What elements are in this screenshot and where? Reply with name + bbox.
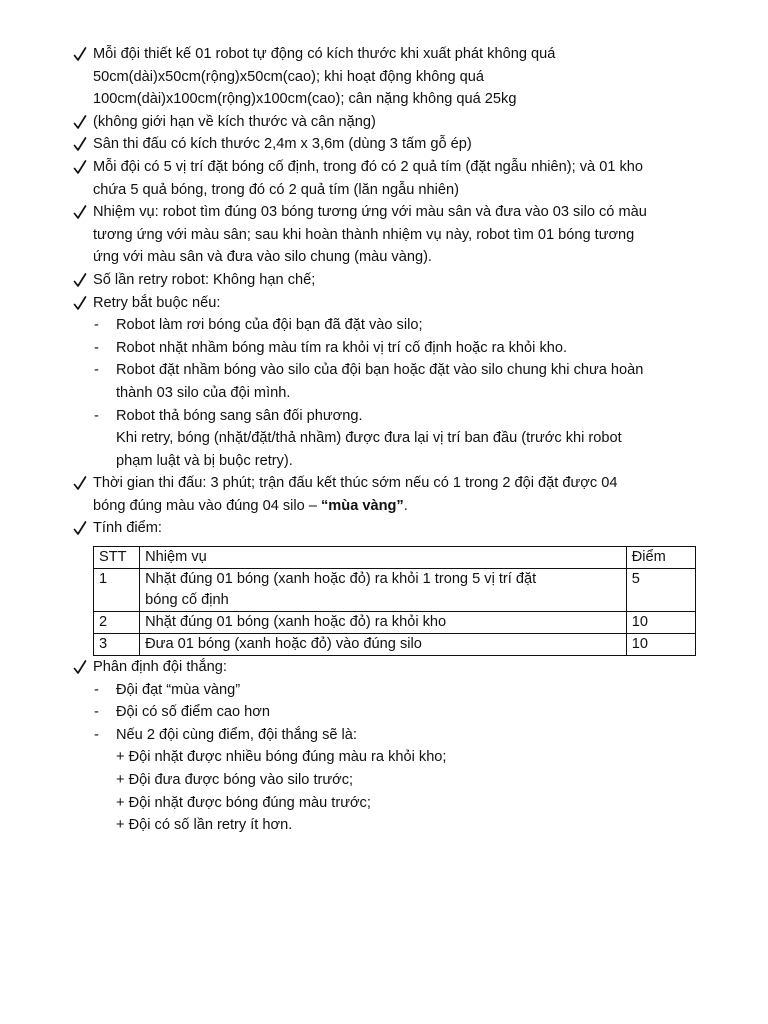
column-header-task: Nhiệm vụ bbox=[140, 547, 627, 569]
column-header-points: Điểm bbox=[626, 547, 695, 569]
text-line: Robot thả bóng sang sân đối phương. bbox=[116, 407, 363, 424]
document-content bbox=[70, 43, 730, 837]
winner-rule-item bbox=[70, 724, 730, 747]
checkmark-icon bbox=[72, 43, 88, 65]
text-span: bóng đúng màu vào đúng 04 silo – bbox=[93, 497, 321, 514]
checkmark-icon bbox=[72, 111, 88, 133]
checklist-item-no-limit bbox=[70, 111, 730, 134]
text-line: (không giới hạn về kích thước và cân nặng) bbox=[93, 113, 376, 130]
winner-rule-item bbox=[70, 679, 730, 702]
text-line: Retry bắt buộc nếu: bbox=[93, 294, 221, 311]
table-cell bbox=[140, 569, 627, 612]
checkmark-icon bbox=[72, 472, 88, 494]
checkmark-icon bbox=[72, 156, 88, 178]
text-line: Mỗi đội thiết kế 01 robot tự động có kích thước khi xuất phát không quá bbox=[93, 46, 556, 62]
table-cell: 10 bbox=[626, 634, 695, 656]
table-cell: 1 bbox=[94, 569, 140, 612]
checkmark-icon bbox=[72, 292, 88, 314]
retry-rule-item bbox=[70, 359, 730, 404]
text-line: 100cm(dài)x100cm(rộng)x100cm(cao); cân nặng không quá 25kg bbox=[93, 91, 517, 108]
golden-harvest-term: “mùa vàng” bbox=[321, 497, 404, 514]
table-cell: 10 bbox=[626, 612, 695, 634]
text-line: tương ứng với màu sân; sau khi hoàn thành nhiệm vụ này, robot tìm 01 bóng tương bbox=[93, 226, 635, 243]
checkmark-icon bbox=[72, 656, 88, 678]
text-line: Tính điểm: bbox=[93, 520, 162, 537]
dash-bullet: - bbox=[94, 339, 99, 356]
dash-bullet: - bbox=[94, 317, 99, 334]
table-cell: Nhặt đúng 01 bóng (xanh hoặc đỏ) ra khỏi kho bbox=[140, 612, 627, 634]
dash-bullet: - bbox=[94, 726, 99, 743]
text-line: Thời gian thi đấu: 3 phút; trận đấu kết thúc sớm nếu có 1 trong 2 đội đặt được 04 bbox=[93, 475, 618, 492]
checklist-item-mission bbox=[70, 201, 730, 269]
table-row bbox=[94, 569, 696, 612]
tiebreak-item: + Đội nhặt được nhiều bóng đúng màu ra khỏi kho; bbox=[116, 749, 447, 766]
dash-bullet: - bbox=[94, 681, 99, 698]
text-line: Khi retry, bóng (nhặt/đặt/thả nhầm) được đưa lại vị trí ban đầu (trước khi robot bbox=[116, 430, 622, 447]
checklist-item-robot-size bbox=[70, 43, 730, 111]
checklist-item-winner bbox=[70, 656, 730, 679]
text-line bbox=[93, 495, 730, 518]
text-line: thành 03 silo của đội mình. bbox=[116, 384, 291, 401]
text-line: Sân thi đấu có kích thước 2,4m x 3,6m (dùng 3 tấm gỗ ép) bbox=[93, 136, 472, 153]
dash-bullet: - bbox=[94, 704, 99, 721]
tiebreak-item: + Đội nhặt được bóng đúng màu trước; bbox=[116, 794, 371, 811]
table-cell: 3 bbox=[94, 634, 140, 656]
text-line: Mỗi đội có 5 vị trí đặt bóng cố định, trong đó có 2 quả tím (đặt ngẫu nhiên); và 01 kho bbox=[93, 158, 644, 175]
text-line: bóng cố định bbox=[145, 592, 229, 609]
text-line: Đội có số điểm cao hơn bbox=[116, 704, 270, 721]
text-line: ứng với màu sân và đưa vào silo chung (màu vàng). bbox=[93, 249, 432, 266]
checklist-item-ball-positions bbox=[70, 156, 730, 201]
checklist-item-retry-count bbox=[70, 269, 730, 292]
text-line: Nhặt đúng 01 bóng (xanh hoặc đỏ) ra khỏi 1 trong 5 vị trí đặt bbox=[145, 571, 537, 588]
dash-bullet: - bbox=[94, 362, 99, 379]
checklist-item-retry-rules bbox=[70, 292, 730, 315]
checklist-item-match-time bbox=[70, 472, 730, 517]
text-span: . bbox=[403, 497, 408, 514]
text-line: Phân định đội thắng: bbox=[93, 659, 227, 676]
retry-rule-item bbox=[70, 405, 730, 428]
text-line: Nhiệm vụ: robot tìm đúng 03 bóng tương ứng với màu sân và đưa vào 03 silo có màu bbox=[93, 204, 647, 221]
text-line: Robot đặt nhầm bóng vào silo của đội bạn hoặc đặt vào silo chung khi chưa hoàn bbox=[116, 362, 644, 379]
checklist-item-scoring bbox=[70, 517, 730, 540]
table-cell: 5 bbox=[626, 569, 695, 612]
text-line: Nếu 2 đội cùng điểm, đội thắng sẽ là: bbox=[116, 726, 357, 743]
retry-rule-item bbox=[70, 314, 730, 337]
dash-bullet: - bbox=[94, 407, 99, 424]
table-header-row bbox=[94, 547, 696, 569]
text-line: chứa 5 quả bóng, trong đó có 2 quả tím (lăn ngẫu nhiên) bbox=[93, 181, 459, 198]
checkmark-icon bbox=[72, 133, 88, 155]
checkmark-icon bbox=[72, 517, 88, 539]
table-cell: Đưa 01 bóng (xanh hoặc đỏ) vào đúng silo bbox=[140, 634, 627, 656]
scoring-table bbox=[93, 546, 696, 656]
tiebreak-item: + Đội có số lần retry ít hơn. bbox=[116, 817, 293, 834]
tiebreak-item: + Đội đưa được bóng vào silo trước; bbox=[116, 772, 354, 789]
checklist-item-field-size bbox=[70, 133, 730, 156]
text-line: 50cm(dài)x50cm(rộng)x50cm(cao); khi hoạt động không quá bbox=[93, 68, 484, 85]
retry-note bbox=[70, 427, 730, 472]
retry-rule-item bbox=[70, 337, 730, 360]
checkmark-icon bbox=[72, 201, 88, 223]
table-row bbox=[94, 634, 696, 656]
text-line: phạm luật và bị buộc retry). bbox=[116, 452, 293, 469]
text-line: Đội đạt “mùa vàng” bbox=[116, 681, 241, 698]
column-header-stt: STT bbox=[94, 547, 140, 569]
checkmark-icon bbox=[72, 269, 88, 291]
text-line: Robot làm rơi bóng của đội bạn đã đặt vào silo; bbox=[116, 317, 423, 334]
text-line: Số lần retry robot: Không hạn chế; bbox=[93, 271, 316, 288]
table-cell: 2 bbox=[94, 612, 140, 634]
table-row bbox=[94, 612, 696, 634]
winner-rule-item bbox=[70, 701, 730, 724]
text-line: Robot nhặt nhầm bóng màu tím ra khỏi vị trí cố định hoặc ra khỏi kho. bbox=[116, 339, 568, 356]
